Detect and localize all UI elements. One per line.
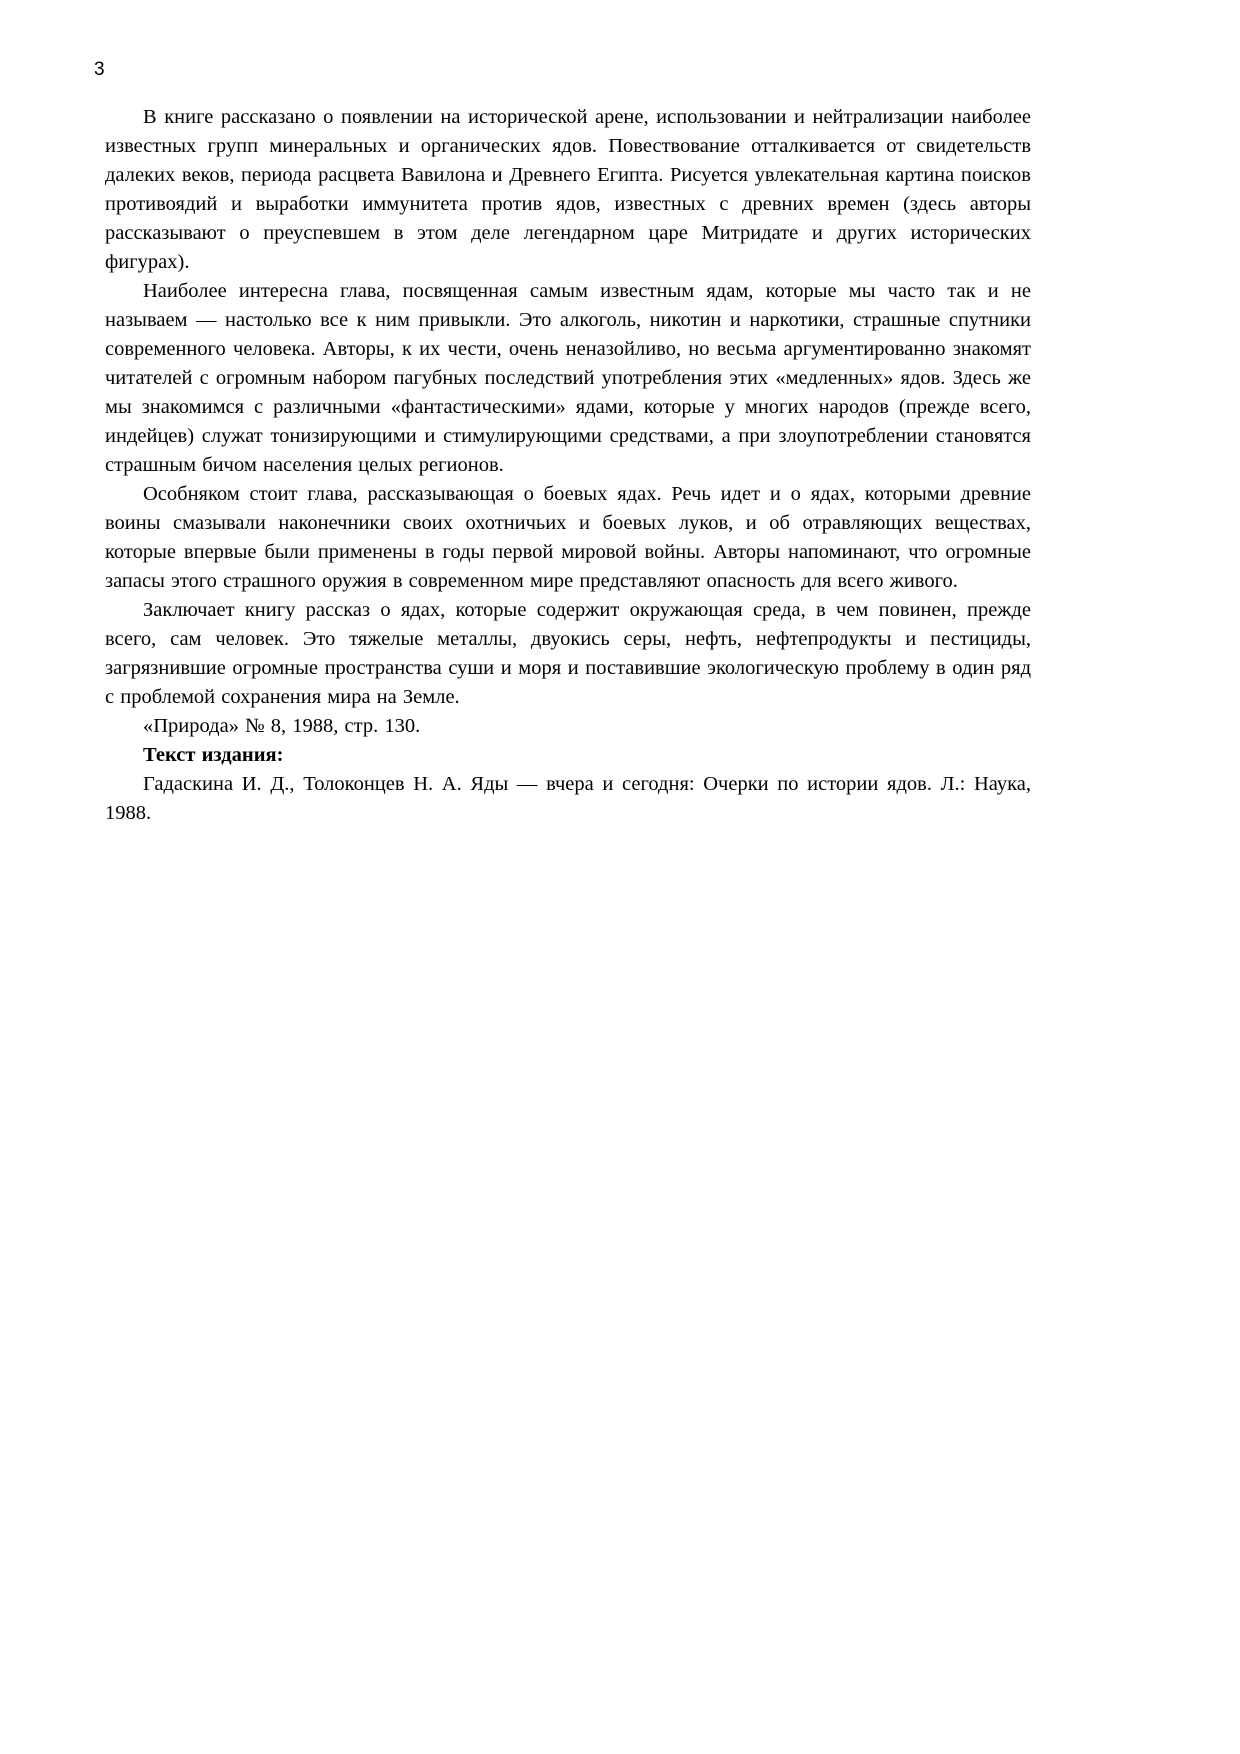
page-content [105, 103, 1031, 828]
edition-citation: Гадаскина И. Д., Толоконцев Н. А. Яды — вчера и сегодня: Очерки по истории ядов. Л.: Наука, 1988. [105, 773, 1031, 824]
source-citation: «Природа» № 8, 1988, стр. 130. [143, 715, 421, 737]
paragraph-combat-poisons: Особняком стоит глава, рассказывающая о боевых ядах. Речь идет и о ядах, которыми древние воины смазывали наконечники своих охотничьих и боевых луков, и об отравляющих веществах, которые впервые были применены в годы первой мировой войны. Авторы напоминают, что огромные запасы этого страшного оружия в современном мире представляют опасность для всего живого. [105, 483, 1031, 592]
page-number: 3 [94, 59, 105, 80]
paragraph-known-poisons: Наиболее интересна глава, посвященная самым известным ядам, которые мы часто так и не называем — настолько все к ним привыкли. Это алкоголь, никотин и наркотики, страшные спутники современного человека. Авторы, к их чести, очень неназойливо, но весьма аргументированно знакомят читателей с огромным набором пагубных последствий употребления этих «медленных» ядов. Здесь же мы знакомимся с различными «фантастическими» ядами, которые у многих народов (прежде всего, индейцев) служат тонизирующими и стимулирующими средствами, а при злоупотреблении становятся страшным бичом населения целых регионов. [105, 280, 1031, 476]
paragraph-book-overview: В книге рассказано о появлении на исторической арене, использовании и нейтрализации наиболее известных групп минеральных и органических ядов. Повествование отталкивается от свидетельств далеких веков, периода расцвета Вавилона и Древнего Египта. Рисуется увлекательная картина поисков противоядий и выработки иммунитета против ядов, известных с древних времен (здесь авторы рассказывают о преуспевшем в этом деле легендарном царе Митридате и других исторических фигурах). [105, 106, 1031, 273]
paragraph-environment: Заключает книгу рассказ о ядах, которые содержит окружающая среда, в чем повинен, прежде всего, сам человек. Это тяжелые металлы, двуокись серы, нефть, нефтепродукты и пестициды, загрязнившие огромные пространства суши и моря и поставившие экологическую проблему в один ряд с проблемой сохранения мира на Земле. [105, 599, 1031, 708]
edition-heading: Текст издания: [143, 744, 284, 766]
